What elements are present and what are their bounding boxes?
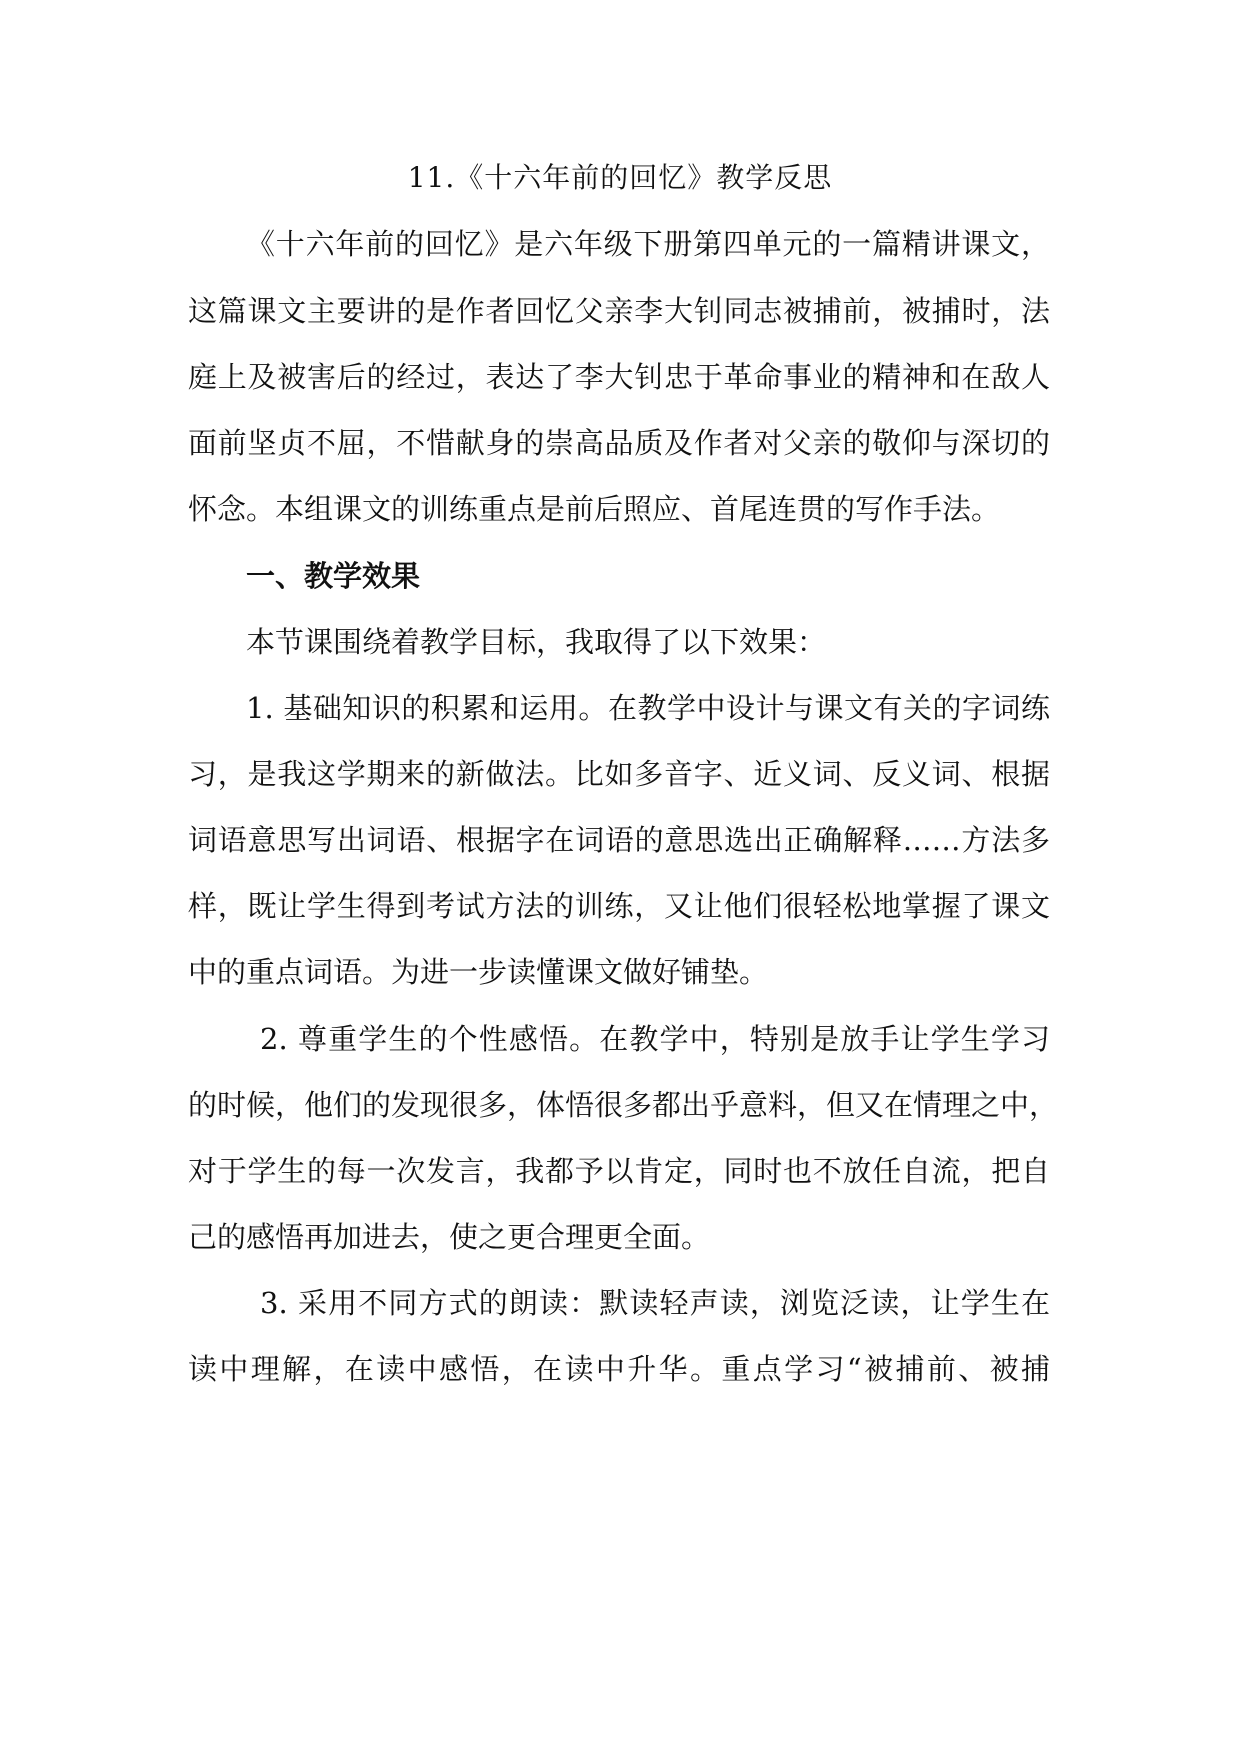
item3-line-2: 读中理解，在读中感悟，在读中升华。重点学习“被捕前、被捕: [188, 1352, 1050, 1386]
intro-line-1: 《十六年前的回忆》是六年级下册第四单元的一篇精讲课文，: [246, 227, 1050, 261]
document-title: 11.《十六年前的回忆》教学反思: [407, 161, 833, 194]
item2-line-1: 2. 尊重学生的个性感悟。在教学中，特别是放手让学生学习: [260, 1022, 1050, 1056]
intro-line-4: 面前坚贞不屈，不惜献身的崇高品质及作者对父亲的敬仰与深切的: [188, 426, 1050, 460]
intro-line-2: 这篇课文主要讲的是作者回忆父亲李大钊同志被捕前，被捕时，法: [188, 294, 1050, 328]
item2-line-2: 的时候，他们的发现很多，体悟很多都出乎意料，但又在情理之中，: [188, 1088, 1059, 1122]
item2-line-3: 对于学生的每一次发言，我都予以肯定，同时也不放任自流，把自: [188, 1154, 1050, 1188]
section-heading: 一、教学效果: [246, 559, 421, 593]
item1-line-5: 中的重点词语。为进一步读懂课文做好铺垫。: [188, 955, 769, 989]
intro-line-3: 庭上及被害后的经过，表达了李大钊忠于革命事业的精神和在敌人: [188, 360, 1050, 394]
intro-line-5: 怀念。本组课文的训练重点是前后照应、首尾连贯的写作手法。: [188, 492, 1001, 526]
item2-line-4: 己的感悟再加进去，使之更合理更全面。: [188, 1220, 711, 1254]
item1-line-3: 词语意思写出词语、根据字在词语的意思选出正确解释……方法多: [188, 823, 1050, 857]
section-intro: 本节课围绕着教学目标，我取得了以下效果：: [246, 625, 827, 659]
item3-line-1: 3. 采用不同方式的朗读：默读轻声读，浏览泛读，让学生在: [260, 1286, 1050, 1320]
item1-line-1: 1. 基础知识的积累和运用。在教学中设计与课文有关的字词练: [246, 691, 1050, 725]
item1-line-2: 习，是我这学期来的新做法。比如多音字、近义词、反义词、根据: [188, 757, 1050, 791]
item1-line-4: 样，既让学生得到考试方法的训练，又让他们很轻松地掌握了课文: [188, 889, 1050, 923]
